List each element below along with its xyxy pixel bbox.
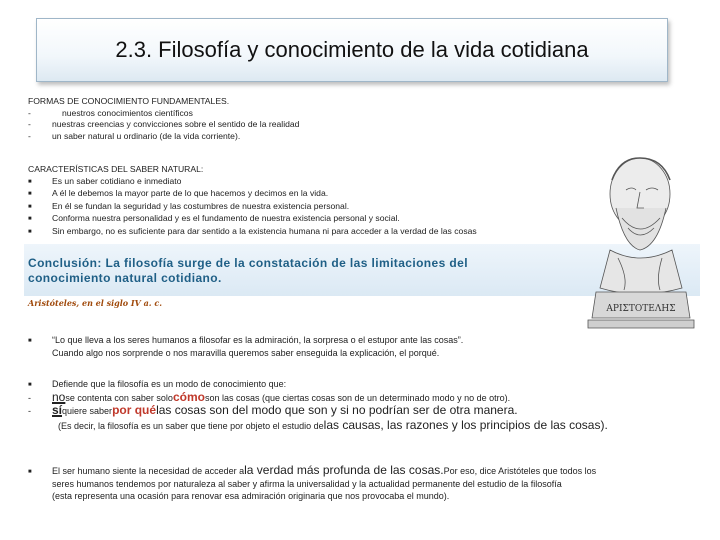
por-que-word: por qué <box>112 403 157 417</box>
conclusion-line: conocimiento natural cotidiano. <box>28 271 222 285</box>
conclusion-line: Conclusión: La filosofía surge de la constatación de las limitaciones del <box>28 256 468 270</box>
quote-verdad: ■ El ser humano siente la necesidad de acceder a la verdad más profunda de las cosas. Por eso, dice Aristóteles que todos los seres humanos tendemos por naturaleza al saber y afirma la universalidad y la actualidad permanente del estudio de la filosofía (esta representa una ocasión para renovar esa admiración originaria que nos provocaba el mundo). <box>28 463 597 501</box>
formas-item: - nuestras creencias y convicciones sobre el sentido de la realidad <box>28 119 300 129</box>
conclusion <box>28 256 548 286</box>
caracteristicas-item: ■ Es un saber cotidiano e inmediato <box>28 175 182 186</box>
bust-label: ΑΡΙΣΤΟΤΕΛΗΣ <box>606 304 676 314</box>
formas-section <box>28 96 299 142</box>
formas-heading: FORMAS DE CONOCIMIENTO FUNDAMENTALES. <box>28 96 230 106</box>
si-word: sí <box>52 403 63 417</box>
formas-item: - un saber natural u ordinario (de la vida corriente). <box>28 130 241 141</box>
formas-item: - nuestros conocimientos científicos <box>28 107 193 118</box>
caracteristicas-item: ■ Sin embargo, no es suficiente para dar sentido a la existencia humana ni para acceder a la verdad de las cosas <box>28 225 477 236</box>
caracteristicas-item: ■ A él le debemos la mayor parte de lo que hacemos y decimos en la vida. <box>28 188 329 198</box>
title-box <box>36 18 668 82</box>
page-title: 2.3. Filosofía y conocimiento de la vida cotidiana <box>115 37 589 62</box>
quote-admiracion: ■ “Lo que lleva a los seres humanos a filosofar es la admiración, la sorpresa o el estupor ante las cosas”. Cuando algo nos sorprende o nos maravilla queremos saber enseguida la explicación, el porqué. <box>28 335 464 358</box>
caracteristicas-section <box>28 164 477 238</box>
caracteristicas-item: ■ En él se fundan la seguridad y las costumbres de nuestra existencia personal. <box>28 200 350 211</box>
aristoteles-heading: Aristóteles, en el siglo IV a. c. <box>28 298 163 308</box>
quote-modo-conocimiento: ■ Defiende que la filosofía es un modo de conocimiento que: - no se contenta con saber solo cómo son las cosas (que ciertas cosas son de un determinado modo y no de otro). - sí quiere saber por qué las cosas son del modo que son y si no podrían ser de otra manera. (Es decir, la filosofía es un saber que tiene por objeto el estudio de las causas, las razones y los principios de las cosas). <box>28 379 608 432</box>
caracteristicas-item: ■ Conforma nuestra personalidad y es el fundamento de nuestra existencia personal y social. <box>28 213 400 223</box>
aristotle-bust-image <box>570 150 710 350</box>
no-word: no <box>52 390 66 404</box>
caracteristicas-heading: CARACTERÍSTICAS DEL SABER NATURAL: <box>28 164 204 174</box>
como-word: cómo <box>172 390 205 404</box>
